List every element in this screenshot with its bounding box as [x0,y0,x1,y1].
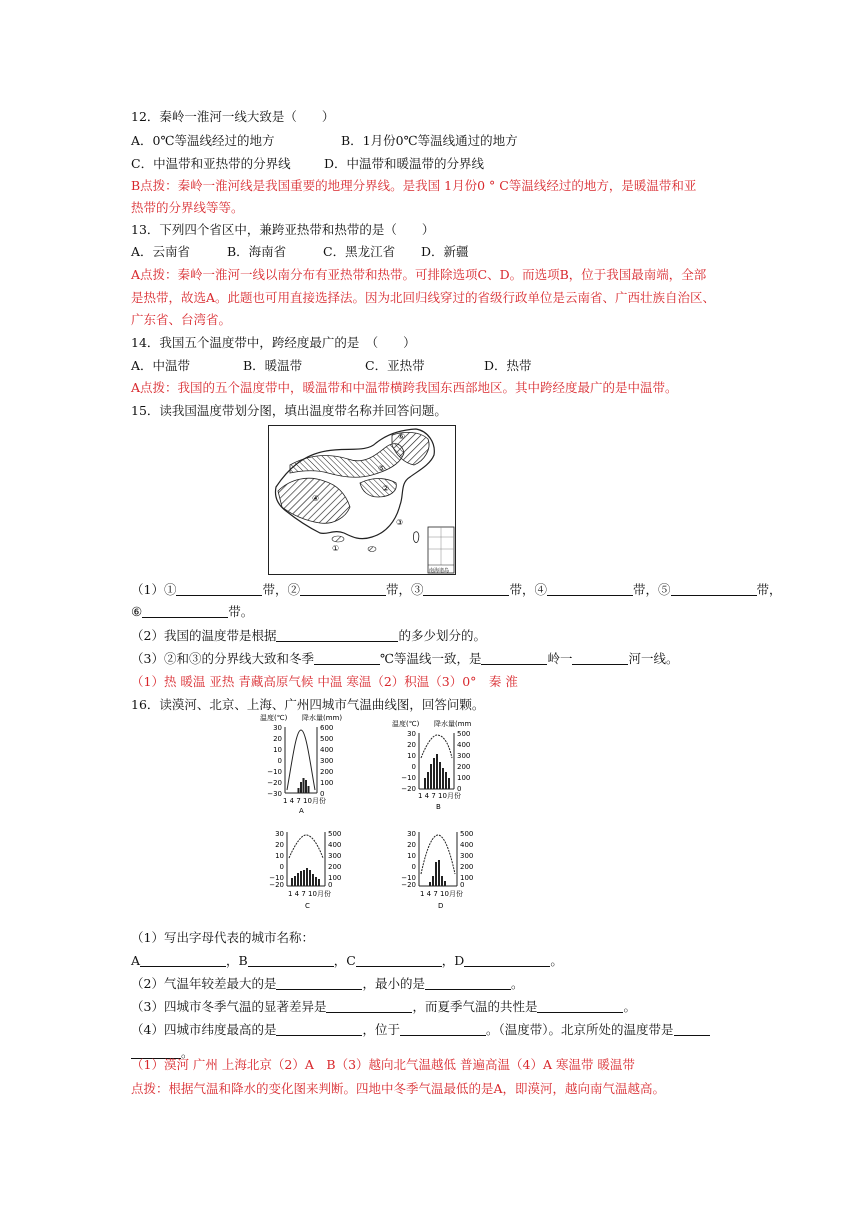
q13-option-b: B．海南省 [227,244,287,259]
q12-option-c: C．中温带和亚热带的分界线 [131,156,291,171]
chart-c-ptick: 300 [328,852,342,860]
blank-winter-diff[interactable] [326,999,412,1013]
q16-p3-text: （3）四城市冬季气温的显著差异是 [131,999,327,1014]
q15-p1-sep3: 带，④ [509,582,547,597]
q16-part2 [131,975,524,993]
chart-b-ptick: 0 [457,785,462,793]
q16-p4-text: （4）四城市纬度最高的是 [131,1022,277,1037]
blank-mountain[interactable] [481,651,547,665]
q16-p2-end: 。 [510,976,524,991]
chart-b-letter: B [436,803,441,811]
chart-b-ptick: 200 [457,763,471,771]
q15-p3-text: （3）②和③的分界线大致和冬季 [131,651,314,666]
q15-p1-sep4: 带，⑤ [633,582,671,597]
q15-p1-end: 带。 [228,604,254,619]
q16-p1-b: ，B [226,953,248,968]
q12-options-row1 [131,132,518,150]
q13-option-c: C．黑龙江省 [323,244,396,259]
q14-option-a: A．中温带 [131,358,191,373]
q15-p3-end: 河一线。 [628,651,679,666]
chart-b-ttick: −10 [401,774,416,782]
q16-stem: 16．读漠河、北京、上海、广州四城市气温曲线图，回答问颗。 [131,697,485,712]
blank-min-range[interactable] [425,976,511,990]
chart-b-ptick: 100 [457,774,471,782]
map-label-3: ③ [396,518,404,527]
chart-d-ttick: 0 [411,863,416,871]
q16-p3-mid: ，而夏季气温的共性是 [412,999,538,1014]
q16-p1-d: ，D [441,953,465,968]
q13-answer-line2: 是热带，故选A。此题也可用直接选择法。因为北回归线穿过的省级行政单位是云南省、广西壮族自治区、 [131,290,716,305]
q15-p3-mid2: 岭一 [547,651,573,666]
chart-d-letter: D [438,902,444,910]
chart-c-ttick: −20 [269,881,284,889]
blank-zone-5[interactable] [671,582,757,596]
q14-options [131,357,532,375]
q16-p4-end: 。 [181,1045,194,1060]
q14-stem: 14．我国五个温度带中，跨经度最广的是 （ ） [131,335,416,350]
chart-b-ttick: 20 [407,741,416,749]
q15-answer: （1）热 暖温 亚热 青藏高原气候 中温 寒温（2）积温（3）0° 秦 淮 [131,674,518,689]
chart-a-ttick: −10 [267,768,282,776]
q15-part2 [131,627,486,645]
chart-a-ptick: 300 [320,757,334,765]
chart-c-ptick: 0 [328,881,333,889]
map-label-1: ① [332,544,340,553]
q12-answer-line2: 热带的分界线等等。 [131,200,244,215]
climate-chart-a [256,712,356,816]
q16-p4-mid2: 。（温度带）。北京所处的温度带是 [485,1022,674,1037]
q16-p2-text: （2）气温年较差最大的是 [131,976,277,991]
chart-a-ttick: 20 [273,735,282,743]
q15-part1-line2 [131,603,253,621]
q13-option-d: D．新疆 [421,244,469,259]
map-inset-label: 南海诸岛 [429,568,450,574]
q12-option-b: B．1月份0℃等温线通过的地方 [341,133,518,148]
chart-d-ptick: 100 [460,874,474,882]
blank-basis[interactable] [276,628,398,642]
chart-b-ttick: −20 [401,785,416,793]
q16-p1-c: ，C [333,953,356,968]
q12-options-row2 [131,155,484,173]
q13-stem: 13．下列四个省区中，兼跨亚热带和热带的是（ ） [131,222,435,237]
q16-p1-a: A [131,953,141,968]
chart-b-precip-label: 降水量(mm [434,720,472,728]
chart-a-xticks: 1 4 7 10月份 [283,797,326,805]
q14-answer: A点拨：我国的五个温度带中，暖温带和中温带横跨我国东西部地区。其中跨经度最广的是中温带。 [131,380,678,395]
chart-b-ttick: 30 [407,730,416,738]
blank-zone-3[interactable] [423,582,509,596]
q16-answer-line1: （1）漠河 广州 上海北京（2）A B（3）越向北气温越低 普遍高温（4）A 寒温带 暖温带 [131,1057,635,1072]
chart-b-temp-label: 温度(℃) [392,720,420,728]
chart-a-ptick: 600 [320,724,334,732]
q12-option-d: D．中温带和暖温带的分界线 [324,156,485,171]
q16-part4 [131,1021,710,1039]
blank-zone-4[interactable] [547,582,633,596]
q12-answer-line1: B点拨：秦岭一淮河线是我国重要的地理分界线。是我国 1月份0 ° C等温线经过的地方，是暖温带和亚 [131,178,697,193]
chart-b-ttick: 0 [411,763,416,771]
chart-b-ptick: 300 [457,752,471,760]
q13-answer-line3: 广东省、台湾省。 [131,312,232,327]
q16-part1: （1）写出字母代表的城市名称： [131,930,314,945]
blank-max-range[interactable] [276,976,362,990]
map-label-6: ⑥ [398,432,406,441]
q15-part1-line1 [131,581,782,599]
chart-c-ptick: 400 [328,841,342,849]
q16-p3-end: 。 [623,999,636,1014]
chart-d-ptick: 200 [460,863,474,871]
blank-city-d[interactable] [464,953,550,967]
chart-d-ptick: 0 [460,881,465,889]
blank-beijing-zone[interactable] [674,1022,710,1036]
temperature-zone-map [268,425,456,575]
chart-b-ptick: 500 [457,730,471,738]
chart-c-ttick: 0 [279,863,284,871]
q14-option-d: D．热带 [484,358,532,373]
chart-b-xticks: 1 4 7 10月份 [418,792,461,800]
chart-a-ptick: 100 [320,779,334,787]
chart-c-ttick: 10 [275,852,284,860]
q15-p2-text: （2）我国的温度带是根据 [131,628,277,643]
blank-highest-lat[interactable] [276,1022,362,1036]
climate-chart-d [394,826,494,912]
blank-zone-2[interactable] [300,582,386,596]
chart-d-ptick: 500 [460,830,474,838]
chart-a-ptick: 200 [320,768,334,776]
q16-p1-end: 。 [550,953,563,968]
chart-a-ptick: 400 [320,746,334,754]
blank-city-b[interactable] [248,953,334,967]
chart-a-precip-label: 降水量(mm) [302,714,343,722]
chart-a-ttick: 10 [273,746,282,754]
chart-b-ttick: 10 [407,752,416,760]
chart-d-ttick: 10 [407,852,416,860]
blank-isotherm[interactable] [314,651,380,665]
chart-d-xticks: 1 4 7 10月份 [420,890,463,898]
blank-located-zone[interactable] [400,1022,486,1036]
chart-d-ptick: 400 [460,841,474,849]
blank-city-a[interactable] [140,953,226,967]
chart-c-letter: C [305,902,310,910]
q16-answer-line2: 点拨：根据气温和降水的变化图来判断。四地中冬季气温最低的是A，即漠河，越向南气温越高。 [131,1081,666,1096]
chart-a-ptick: 500 [320,735,334,743]
blank-city-c[interactable] [356,953,442,967]
q16-p4-mid: ，位于 [362,1022,400,1037]
q15-p1-label6: ⑥ [131,604,143,619]
q16-part3 [131,998,636,1016]
climate-chart-b [390,718,490,814]
chart-c-ttick: 30 [275,830,284,838]
chart-c-ptick: 500 [328,830,342,838]
chart-d-ttick: −20 [401,881,416,889]
chart-a-ttick: 0 [277,757,282,765]
map-label-5: ⑤ [378,464,386,473]
q16-part1-blanks [131,952,563,970]
blank-zone-1[interactable] [176,582,262,596]
q15-p3-mid: ℃等温线一致，是 [379,651,482,666]
q14-option-b: B．暖温带 [243,358,303,373]
chart-c-ttick: 20 [275,841,284,849]
q12-option-a: A．0℃等温线经过的地方 [131,133,275,148]
chart-d-ptick: 300 [460,852,474,860]
q15-p1-sep5: 带， [756,582,782,597]
chart-a-ttick: −20 [267,779,282,787]
q14-option-c: C．亚热带 [365,358,425,373]
chart-a-temp-label: 温度(℃) [260,714,288,722]
map-label-2: ② [382,484,390,493]
chart-c-ttick: −10 [269,874,284,882]
q15-p1-sep2: 带，③ [385,582,424,597]
q15-part3 [131,650,678,668]
q15-p1-sep1: 带，② [262,582,300,597]
map-label-4: ④ [312,494,320,503]
q15-p2-end: 的多少划分的。 [398,628,486,643]
chart-d-ttick: 30 [407,830,416,838]
blank-river[interactable] [572,651,628,665]
climate-chart-c [262,826,362,912]
chart-b-ptick: 400 [457,741,471,749]
chart-a-letter: A [299,807,304,815]
q15-stem: 15．读我国温度带划分图，填出温度带名称并回答问题。 [131,403,447,418]
blank-summer-common[interactable] [537,999,623,1013]
blank-zone-6[interactable] [142,604,228,618]
q13-option-a: A．云南省 [131,244,191,259]
chart-a-ttick: −30 [267,790,282,798]
chart-c-ptick: 100 [328,874,342,882]
q12-stem: 12．秦岭一淮河一线大致是（ ） [131,109,335,124]
chart-a-ttick: 30 [273,724,282,732]
q16-p2-mid: ，最小的是 [362,976,425,991]
q13-options [131,243,469,261]
chart-d-ttick: −10 [401,874,416,882]
chart-a-ptick: 0 [320,790,325,798]
q13-answer-line1: A点拨：秦岭一淮河一线以南分布有亚热带和热带。可排除选项C、D。而选项B，位于我国最南端，全部 [131,267,707,282]
q15-p1-label: （1）① [131,582,177,597]
chart-d-ttick: 20 [407,841,416,849]
chart-c-ptick: 200 [328,863,342,871]
chart-c-xticks: 1 4 7 10月份 [288,890,331,898]
